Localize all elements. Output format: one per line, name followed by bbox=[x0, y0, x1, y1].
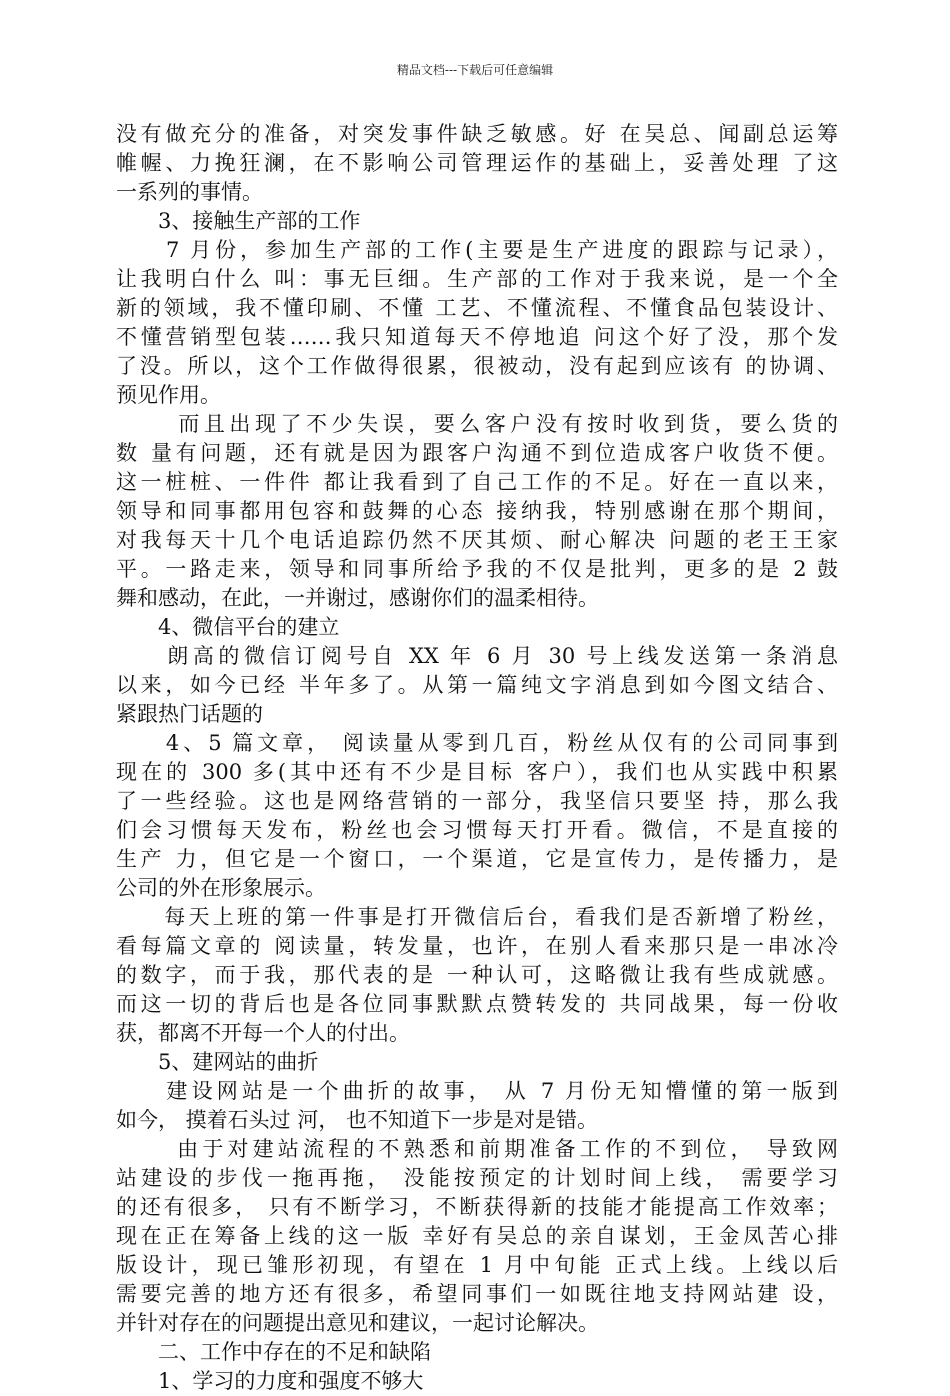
text-line: 舞和感动，在此，一并谢过，感谢你们的温柔相待。 bbox=[116, 586, 599, 610]
text-line: 生产 力，但它是一个窗口，一个渠道，它是宣传力，是传播力，是 bbox=[116, 847, 838, 871]
text-line: 了一些经验。这也是网络营销的一部分，我坚信只要坚 持，那么我 bbox=[116, 789, 838, 813]
text-line: 这一桩桩、一件件 都让我看到了自己工作的不足。好在一直以来， bbox=[116, 470, 838, 494]
text-line: 看每篇文章的 阅读量，转发量，也许，在别人看来那只是一串冰冷 bbox=[116, 934, 838, 958]
section-heading: 3、接触生产部的工作 bbox=[116, 209, 361, 233]
section-heading: 二、工作中存在的不足和缺陷 bbox=[116, 1340, 431, 1364]
text-line: 对我每天十几个电话追踪仍然不厌其烦、耐心解决 问题的老王王家 bbox=[116, 528, 838, 552]
text-line: 版设计，现已雏形初现，有望在 1 月中旬能 正式上线。上线以后 bbox=[116, 1253, 838, 1277]
text-line: 一系列的事情。 bbox=[116, 180, 263, 204]
text-line: 的还有很多， 只有不断学习，不断获得新的技能才能提高工作效率； bbox=[116, 1195, 838, 1219]
text-line: 站建设的步伐一拖再拖， 没能按预定的计划时间上线， 需要学习 bbox=[116, 1166, 838, 1190]
text-line: 领导和同事都用包容和鼓舞的心态 接纳我，特别感谢在那个期间， bbox=[116, 499, 838, 523]
text-line: 每天上班的第一件事是打开微信后台，看我们是否新增了粉丝， bbox=[116, 905, 838, 929]
section-heading: 4、微信平台的建立 bbox=[116, 615, 340, 639]
text-line: 建设网站是一个曲折的故事， 从 7 月份无知懵懂的第一版到 bbox=[116, 1079, 838, 1103]
text-line: 公司的外在形象展示。 bbox=[116, 876, 326, 900]
text-line: 朗高的微信订阅号自 XX 年 6 月 30 号上线发送第一条消息 bbox=[116, 644, 838, 668]
text-line: 需要完善的地方还有很多，希望同事们一如既往地支持网站建 设， bbox=[116, 1282, 838, 1306]
text-line: 帷幄、力挽狂澜，在不影响公司管理运作的基础上，妥善处理 了这 bbox=[116, 151, 838, 175]
text-line: 没有做充分的准备，对突发事件缺乏敏感。好 在吴总、闻副总运筹 bbox=[116, 122, 838, 146]
text-line: 的数字，而于我，那代表的是 一种认可，这略微让我有些成就感。 bbox=[116, 963, 838, 987]
section-heading: 5、建网站的曲折 bbox=[116, 1050, 319, 1074]
text-line: 新的领域，我不懂印刷、不懂 工艺、不懂流程、不懂食品包装设计、 bbox=[116, 296, 838, 320]
document-body bbox=[116, 120, 838, 1396]
text-line: 紧跟热门话题的 bbox=[116, 702, 263, 726]
text-line: 获，都离不开每一个人的付出。 bbox=[116, 1021, 410, 1045]
text-line: 而这一切的背后也是各位同事默默点赞转发的 共同战果，每一份收 bbox=[116, 992, 838, 1016]
text-line: 现在的 300 多(其中还有不少是目标 客户），我们也从实践中积累 bbox=[116, 760, 838, 784]
text-line: 而且出现了不少失误，要么客户没有按时收到货，要么货的 bbox=[116, 412, 838, 436]
page-header: 精品文档---下载后可任意编辑 bbox=[396, 63, 554, 77]
text-line: 了没。所以，这个工作做得很累，很被动，没有起到应该有 的协调、 bbox=[116, 354, 838, 378]
text-line: 现在正在筹备上线的这一版 幸好有吴总的亲自谋划，王金凤苦心排 bbox=[116, 1224, 838, 1248]
text-line: 让我明白什么 叫：事无巨细。生产部的工作对于我来说，是一个全 bbox=[116, 267, 838, 291]
text-line: 不懂营销型包装……我只知道每天不停地追 问这个好了没，那个发 bbox=[116, 325, 838, 349]
text-line: 以来，如今已经 半年多了。从第一篇纯文字消息到如今图文结合、 bbox=[116, 673, 838, 697]
text-line: 如今， 摸着石头过 河， 也不知道下一步是对是错。 bbox=[116, 1108, 599, 1132]
text-line: 7 月份，参加生产部的工作(主要是生产进度的跟踪与记录）， bbox=[116, 238, 838, 262]
section-heading: 1、学习的力度和强度不够大 bbox=[116, 1369, 424, 1393]
text-line: 们会习惯每天发布，粉丝也会习惯每天打开看。微信，不是直接的 bbox=[116, 818, 838, 842]
text-line: 平。一路走来，领导和同事所给予我的不仅是批判，更多的是 2 鼓 bbox=[116, 557, 838, 581]
text-line: 数 量有问题，还有就是因为跟客户沟通不到位造成客户收货不便。 bbox=[116, 441, 838, 465]
text-line: 由于对建站流程的不熟悉和前期准备工作的不到位， 导致网 bbox=[116, 1137, 838, 1161]
text-line: 并针对存在的问题提出意见和建议，一起讨论解决。 bbox=[116, 1311, 599, 1335]
text-line: 预见作用。 bbox=[116, 383, 221, 407]
text-line: 4、5 篇文章， 阅读量从零到几百，粉丝从仅有的公司同事到 bbox=[116, 731, 838, 755]
